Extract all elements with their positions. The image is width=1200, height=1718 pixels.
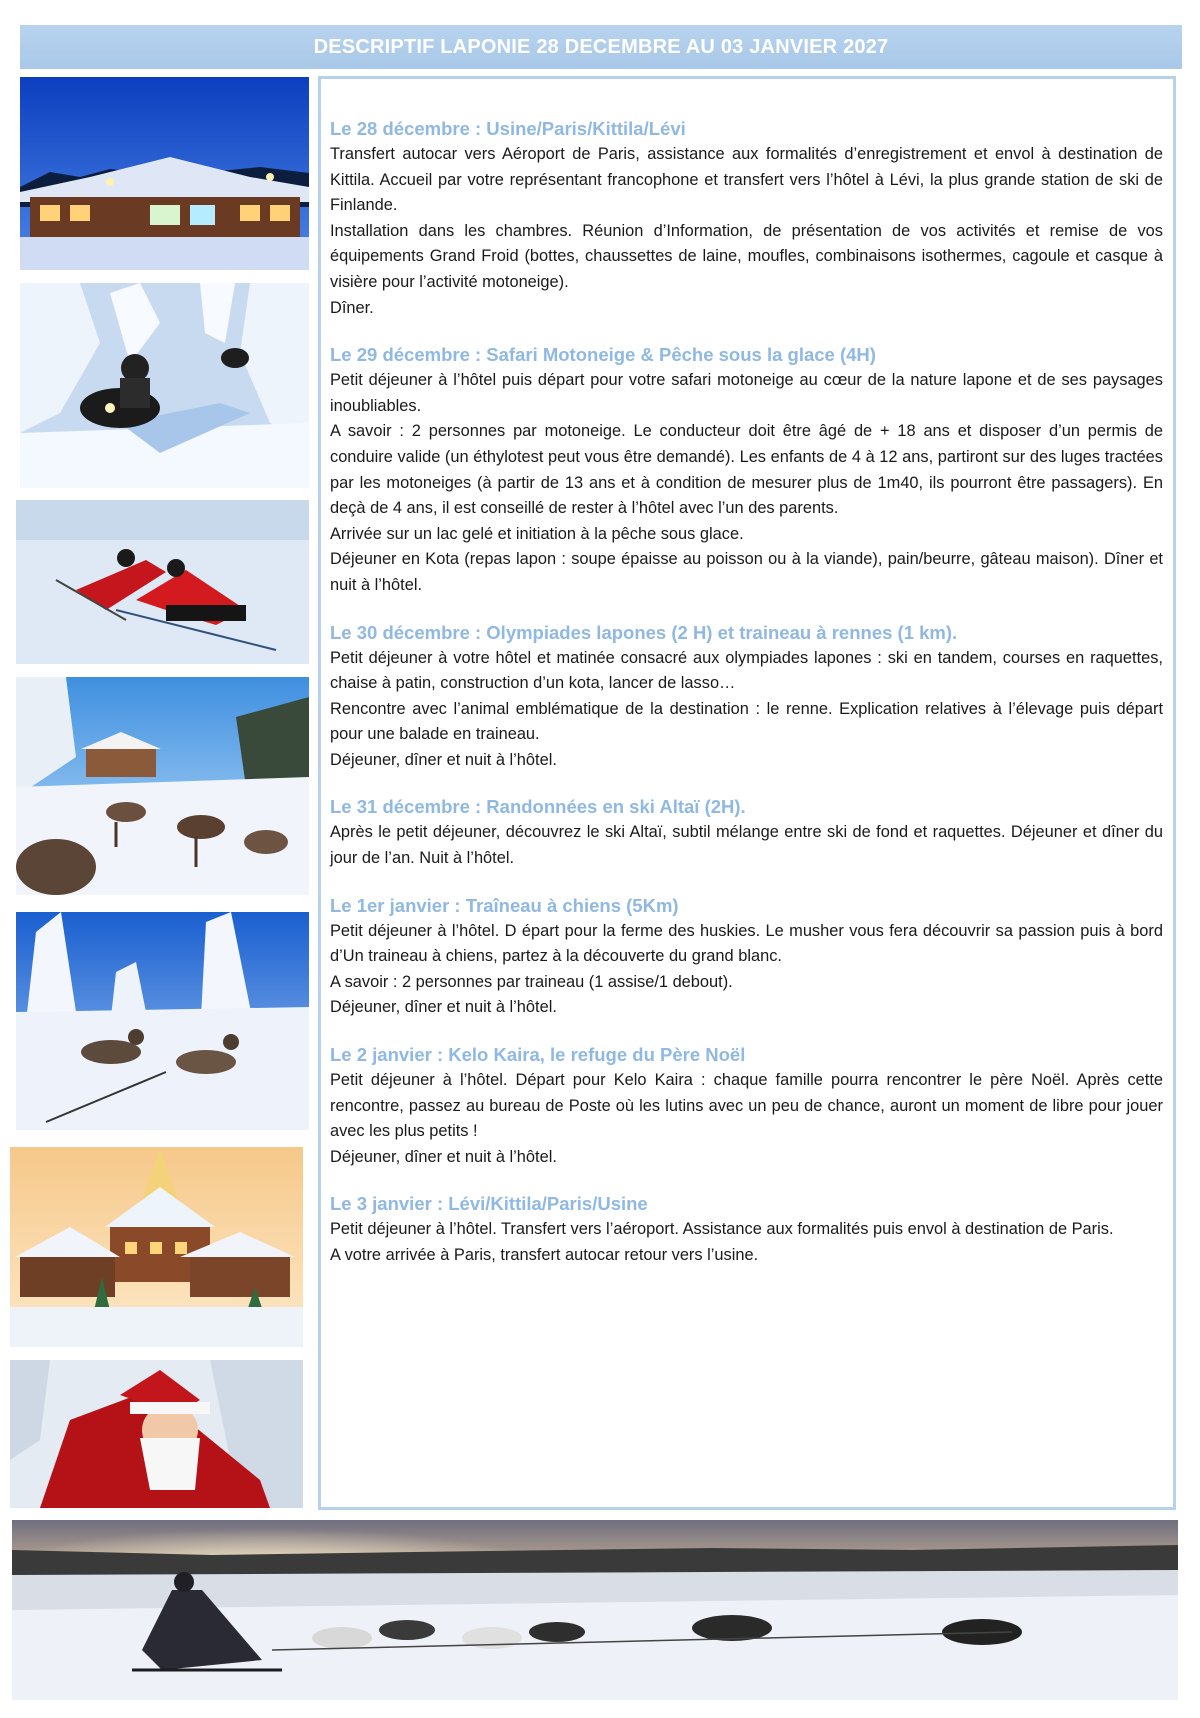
day-description bbox=[330, 646, 1163, 774]
day-paragraph: Installation dans les chambres. Réunion d’Information, de présentation de vos activités et remise de vos équipements Grand Froid (bottes, chaussettes de laine, moufles, combinaisons isothermes, cagoule et casque à visière pour l’activité motoneige). bbox=[330, 221, 1163, 291]
title-banner bbox=[20, 25, 1182, 69]
day-title: Le 1er janvier : Traîneau à chiens (5Km) bbox=[330, 894, 679, 916]
day-paragraph: Petit déjeuner à l’hôtel. Départ pour Kelo Kaira : chaque famille pourra rencontrer le père Noël. Après cette rencontre, passez au bureau de Poste où les lutins avec un peu de chance, auront un moment de libre pour jouer avec les plus petits ! bbox=[330, 1071, 1163, 1141]
santa-village-photo bbox=[10, 1147, 303, 1347]
page-title: DESCRIPTIF LAPONIE 28 DECEMBRE AU 03 JANVIER 2027 bbox=[313, 36, 889, 58]
day-paragraph: Petit déjeuner à votre hôtel et matinée consacré aux olympiades lapones : ski en tandem, courses en raquettes, chaise à patin, construction d’un kota, lancer de lasso… bbox=[330, 648, 1163, 693]
snowmobile-forest-photo bbox=[20, 283, 309, 488]
day-title: Le 28 décembre : Usine/Paris/Kittila/Lévi bbox=[330, 118, 686, 139]
day-section bbox=[330, 115, 1163, 321]
day-section bbox=[330, 341, 1163, 598]
day-description bbox=[330, 1217, 1163, 1268]
day-title: Le 31 décembre : Randonnées en ski Altaï (2H). bbox=[330, 796, 746, 818]
day-title: Le 29 décembre : Safari Motoneige & Pêche sous la glace (4H) bbox=[330, 344, 876, 366]
day-title: Le 3 janvier : Lévi/Kittila/Paris/Usine bbox=[330, 1193, 648, 1215]
day-paragraph: Déjeuner en Kota (repas lapon : soupe épaisse au poisson ou à la viande), pain/beurre, gâteau maison). Dîner et nuit à l’hôtel. bbox=[330, 550, 1163, 594]
day-paragraph: A votre arrivée à Paris, transfert autocar retour vers l’usine. bbox=[330, 1246, 759, 1264]
day-title: Le 2 janvier : Kelo Kaira, le refuge du Père Noël bbox=[330, 1044, 746, 1066]
day-section bbox=[330, 1041, 1163, 1170]
day-paragraph: Rencontre avec l’animal emblématique de la destination : le renne. Explication relatives à l’élevage puis départ pour une balade en traineau. bbox=[330, 699, 1163, 744]
day-paragraph: A savoir : 2 personnes par traineau (1 assise/1 debout). bbox=[330, 972, 733, 991]
day-section bbox=[330, 619, 1163, 774]
day-description bbox=[330, 919, 1163, 1021]
day-section bbox=[330, 793, 1163, 871]
day-paragraph: Déjeuner, dîner et nuit à l’hôtel. bbox=[330, 998, 557, 1017]
husky-forest-photo bbox=[16, 912, 309, 1130]
day-paragraph: Petit déjeuner à l’hôtel puis départ pour votre safari motoneige au cœur de la nature lapone et de ses paysages inoubliables. bbox=[330, 371, 1163, 415]
day-section bbox=[330, 892, 1163, 1021]
day-description bbox=[330, 1068, 1163, 1170]
day-paragraph: A savoir : 2 personnes par motoneige. Le conducteur doit être âgé de + 18 ans et disposer d’un permis de conduire valide (un éthylotest peut vous être demandé). Les enfants de 4 à 12 ans, partiront sur des luges tractées par les motoneiges (à partir de 13 ans et à condition de mesurer plus de 1m40, ils pourront être passagers). En deçà de 4 ans, il est conseillé de rester à l’hôtel avec l’un des parents. bbox=[330, 422, 1163, 518]
day-paragraph: Petit déjeuner à l’hôtel. Transfert vers l’aéroport. Assistance aux formalités puis envol à destination de Paris. bbox=[330, 1220, 1114, 1239]
ice-fishing-photo bbox=[16, 500, 309, 664]
day-paragraph: Déjeuner, dîner et nuit à l’hôtel. bbox=[330, 1147, 557, 1166]
day-paragraph: Après le petit déjeuner, découvrez le ski Altaï, subtil mélange entre ski de fond et raquettes. Déjeuner et dîner du jour de l’an. Nuit à l’hôtel. bbox=[330, 823, 1163, 868]
santa-claus-photo bbox=[10, 1360, 303, 1508]
reindeer-herd-photo bbox=[16, 677, 309, 895]
dog-sled-sunset-photo bbox=[12, 1520, 1178, 1700]
day-description bbox=[330, 142, 1163, 321]
itinerary-panel bbox=[318, 76, 1176, 1510]
day-section bbox=[330, 1190, 1163, 1268]
day-description bbox=[330, 820, 1163, 871]
day-description bbox=[330, 368, 1163, 598]
day-title: Le 30 décembre : Olympiades lapones (2 H) et traineau à rennes (1 km). bbox=[330, 621, 958, 643]
day-paragraph: Déjeuner, dîner et nuit à l’hôtel. bbox=[330, 750, 557, 769]
day-paragraph: Transfert autocar vers Aéroport de Paris, assistance aux formalités d’enregistrement et envol à destination de Kittila. Accueil par votre représentant francophone et transfert vers l’hôtel à Lévi, la plus grande station de ski de Finlande. bbox=[330, 145, 1163, 215]
day-paragraph: Arrivée sur un lac gelé et initiation à la pêche sous glace. bbox=[330, 524, 744, 543]
day-paragraph: Dîner. bbox=[330, 298, 374, 317]
day-paragraph: Petit déjeuner à l’hôtel. D épart pour la ferme des huskies. Le musher vous fera découvrir sa passion puis à bord d’Un traineau à chiens, partez à la découverte du grand blanc. bbox=[330, 921, 1163, 966]
hotel-night-photo bbox=[20, 77, 309, 270]
